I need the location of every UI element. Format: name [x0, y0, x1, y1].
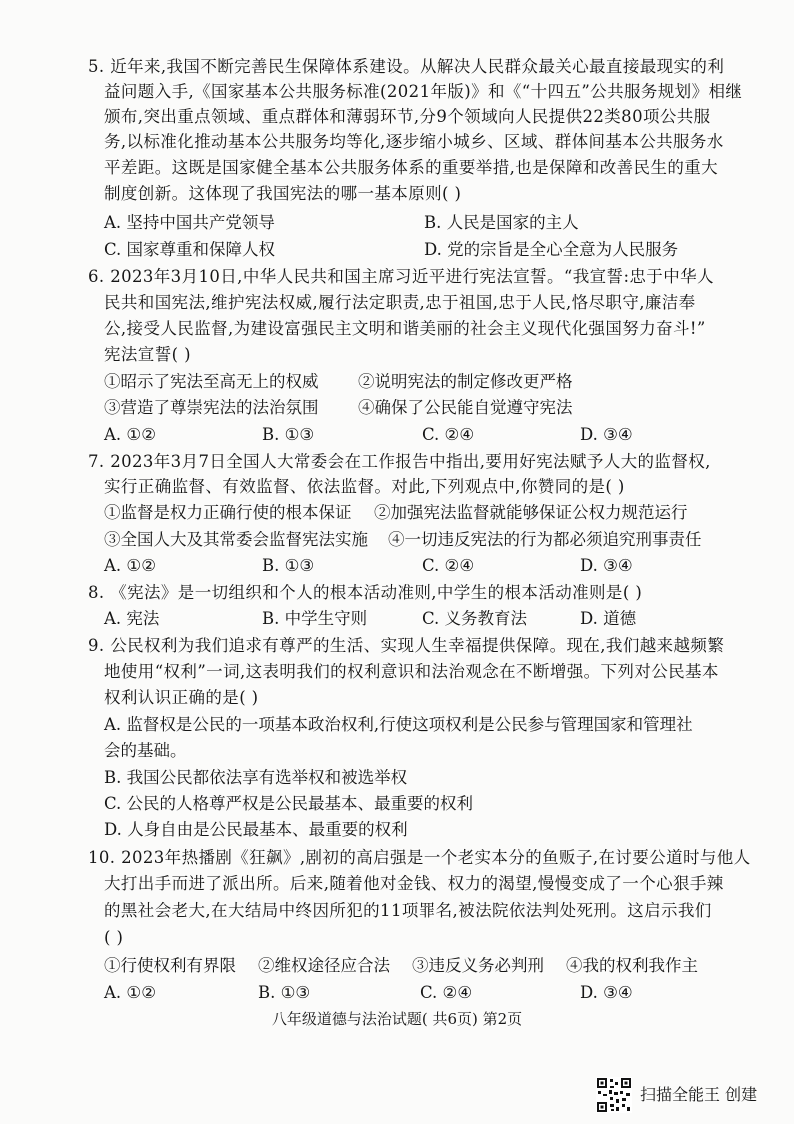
- q9-line-1: 9. 公民权利为我们追求有尊严的生活、实现人生幸福提供保障。现在,我们越来越频繁: [88, 636, 725, 655]
- page-footer: 八年级道德与法治试题( 共6页) 第2页: [271, 1010, 523, 1028]
- q6-statement-1: ①昭示了宪法至高无上的权威: [104, 372, 319, 391]
- q10-statement-4: ④我的权利我作主: [566, 956, 698, 975]
- q6-option-d: D. ③④: [580, 425, 633, 444]
- q5-line-3: 颁布,突出重点领域、重点群体和薄弱环节,分9个领域向人民提供22类80项公共服: [104, 107, 711, 126]
- q10-statement-1: ①行使权利有界限: [104, 956, 236, 975]
- q10-option-b: B. ①③: [258, 983, 311, 1002]
- q7-option-d: D. ③④: [580, 556, 633, 575]
- q8-option-c: C. 义务教育法: [422, 609, 528, 628]
- q10-statement-3: ③违反义务必判刑: [412, 956, 544, 975]
- q10-line-3: 的黑社会老大,在大结局中终因所犯的11项罪名,被法院依法判处死刑。这启示我们: [104, 901, 712, 920]
- q6-line-4: 宪法宣誓( ): [104, 345, 191, 364]
- q8-option-d: D. 道德: [580, 609, 637, 628]
- q10-statement-2: ②维权途径应合法: [258, 956, 390, 975]
- q7-statement-4: ④一切违反宪法的行为都必须追究刑事责任: [388, 530, 702, 549]
- q6-line-2: 民共和国宪法,维护宪法权威,履行法定职责,忠于祖国,忠于人民,恪尽职守,廉洁奉: [104, 293, 696, 312]
- q6-statement-4: ④确保了公民能自觉遵守宪法: [358, 398, 573, 417]
- q10-option-c: C. ②④: [420, 983, 473, 1002]
- q6-line-1: 6. 2023年3月10日,中华人民共和国主席习近平进行宪法宣誓。“我宣誓:忠于中华人: [88, 267, 714, 286]
- q5-line-1: 5. 近年来,我国不断完善民生保障体系建设。从解决人民群众最关心最直接最现实的利: [88, 57, 725, 76]
- q9-line-3: 权利认识正确的是( ): [104, 688, 259, 707]
- q5-option-c: C. 国家尊重和保障人权: [104, 240, 276, 259]
- q9-option-b: B. 我国公民都依法享有选举权和被选举权: [104, 768, 408, 787]
- q9-option-c: C. 公民的人格尊严权是公民最基本、最重要的权利: [104, 794, 474, 813]
- q7-statement-3: ③全国人大及其常委会监督宪法实施: [104, 530, 368, 549]
- q8-option-b: B. 中学生守则: [262, 609, 368, 628]
- q6-statement-3: ③营造了尊崇宪法的法治氛围: [104, 398, 319, 417]
- q9-option-d: D. 人身自由是公民最基本、最重要的权利: [104, 820, 408, 839]
- qr-code-icon: [596, 1077, 632, 1113]
- q6-line-3: 公,接受人民监督,为建设富强民主文明和谐美丽的社会主义现代化强国努力奋斗!”: [104, 319, 706, 338]
- q7-line-1: 7. 2023年3月7日全国人大常委会在工作报告中指出,要用好宪法赋予人大的监督权,: [88, 452, 711, 471]
- q10-line-4: ( ): [104, 928, 124, 947]
- q10-line-2: 大打出手而进了派出所。后来,随着他对金钱、权力的渴望,慢慢变成了一个心狠手辣: [104, 874, 724, 893]
- q5-option-d: D. 党的宗旨是全心全意为人民服务: [424, 240, 679, 259]
- q5-line-5: 平差距。这既是国家健全基本公共服务体系的重要举措,也是保障和改善民生的重大: [104, 158, 719, 177]
- q6-option-b: B. ①③: [262, 425, 315, 444]
- q9-line-2: 地使用“权利”一词,这表明我们的权利意识和法治观念在不断增强。下列对公民基本: [104, 662, 719, 681]
- q10-option-d: D. ③④: [580, 983, 633, 1002]
- q10-option-a: A. ①②: [104, 983, 156, 1002]
- q8-option-a: A. 宪法: [104, 609, 160, 628]
- q6-statement-2: ②说明宪法的制定修改更严格: [358, 372, 573, 391]
- q6-option-a: A. ①②: [104, 425, 156, 444]
- q5-line-2: 益问题入手,《国家基本公共服务标准(2021年版)》和《“十四五”公共服务规划》相继: [104, 82, 743, 101]
- q7-statement-2: ②加强宪法监督就能够保证公权力规范运行: [374, 503, 688, 522]
- q7-option-c: C. ②④: [422, 556, 475, 575]
- q5-line-6: 制度创新。这体现了我国宪法的哪一基本原则( ): [104, 184, 462, 203]
- q5-option-a: A. 坚持中国共产党领导: [104, 213, 275, 232]
- q6-option-c: C. ②④: [422, 425, 475, 444]
- q8-line-1: 8. 《宪法》是一切组织和个人的根本活动准则,中学生的根本活动准则是( ): [88, 583, 643, 602]
- q9-option-a-line-2: 会的基础。: [104, 741, 187, 760]
- q5-option-b: B. 人民是国家的主人: [424, 213, 579, 232]
- q7-option-a: A. ①②: [104, 556, 156, 575]
- q10-line-1: 10. 2023年热播剧《狂飙》,剧初的高启强是一个老实本分的鱼贩子,在讨要公道时与他人: [88, 848, 751, 867]
- scanner-watermark: 扫描全能王 创建: [640, 1085, 758, 1104]
- q7-option-b: B. ①③: [262, 556, 315, 575]
- q9-option-a-line-1: A. 监督权是公民的一项基本政治权利,行使这项权利是公民参与管理国家和管理社: [104, 715, 693, 734]
- q7-statement-1: ①监督是权力正确行使的根本保证: [104, 503, 352, 522]
- q7-line-2: 实行正确监督、有效监督、依法监督。对此,下列观点中,你赞同的是( ): [104, 477, 625, 496]
- q5-line-4: 务,以标准化推动基本公共服务均等化,逐步缩小城乡、区域、群体间基本公共服务水: [104, 132, 724, 151]
